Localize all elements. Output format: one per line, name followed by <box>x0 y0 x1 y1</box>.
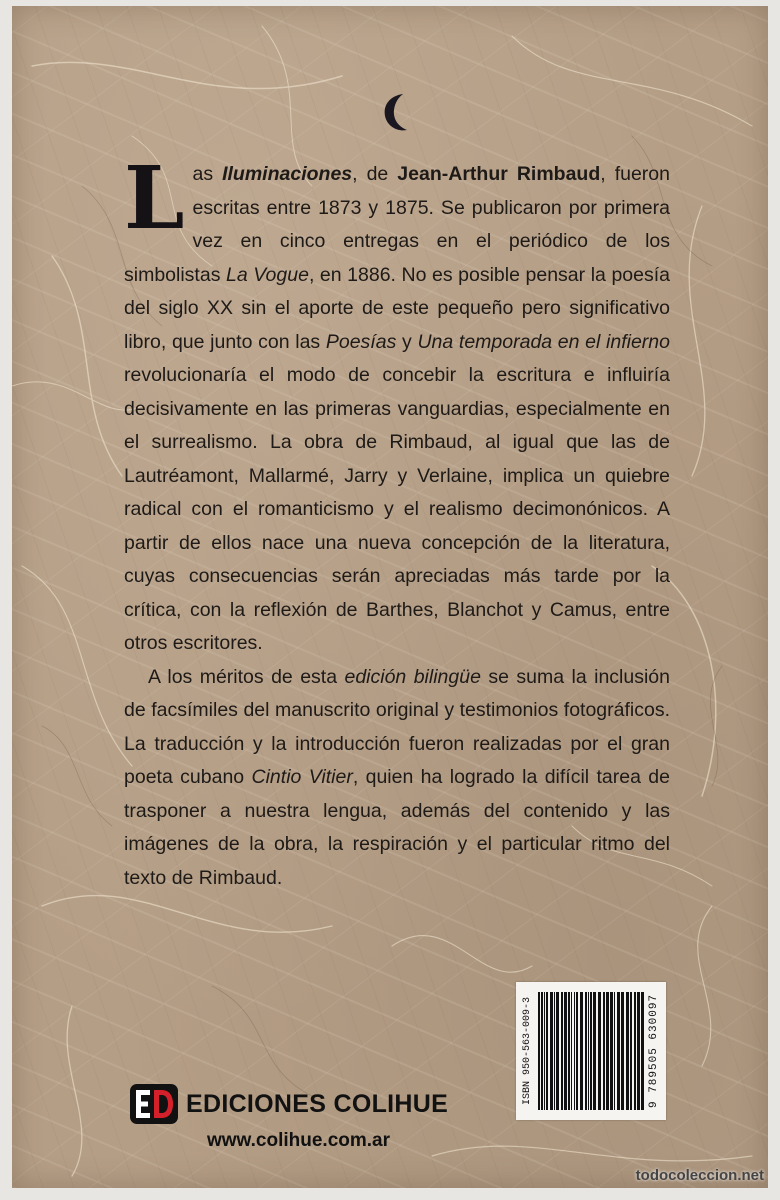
text-run: as <box>192 163 223 185</box>
book-title-iluminaciones: Iluminaciones <box>222 163 353 185</box>
ean-number: 9 789505 630097 <box>648 993 660 1109</box>
text-run: , en 1886. No es posible pensar la poesía del siglo XX sin el aporte de este pequeño pero significativo libro, que junto con las <box>124 263 670 353</box>
crescent-moon-icon <box>377 90 417 134</box>
periodical-name: La Vogue <box>226 263 309 286</box>
publisher-name: EDICIONES COLIHUE <box>186 1089 449 1118</box>
author-name: Jean-Arthur Rimbaud <box>397 163 601 185</box>
work-title-temporada: Una temporada en el infierno <box>417 330 670 353</box>
publisher-website[interactable]: www.colihue.com.ar <box>207 1130 391 1151</box>
synopsis-paragraph-1 <box>124 148 670 661</box>
text-run: , quien ha logrado la difícil tarea de trasponer a nuestra lengua, además del contenido y las imágenes de la obra, la respiración y el particular ritmo del texto de Rimbaud. <box>124 766 670 889</box>
work-title-poesias: Poesías <box>325 330 397 353</box>
synopsis-paragraph-2 <box>124 661 670 896</box>
barcode-bars <box>538 992 646 1110</box>
edition-type: edición bilingüe <box>344 665 481 688</box>
publisher-logo <box>130 1082 448 1126</box>
isbn-barcode <box>516 982 666 1120</box>
text-run: revolucionaría el modo de concebir la escritura e influiría decisivamente en las primeras vanguardias, especialmente en el surrealismo. La obra de Rimbaud, al igual que las de Lautréamont, Mallarmé, Jarry y Verlaine, implica un quiebre radical con el romanticismo y el realismo decimonónicos. A partir de ellos nace una nueva concepción de la literatura, cuyas consecuencias serán apreciadas más tarde por la crítica, con la reflexión de Barthes, Blanchot y Camus, entre otros escritores. <box>124 364 670 654</box>
text-run: y <box>396 330 418 353</box>
text-run: , fueron escritas entre 1873 y 1875. Se publicaron por primera vez en cinco entregas en el periódico de los simbolistas <box>124 163 670 286</box>
text-run: , de <box>352 163 398 185</box>
watermark-text: todocoleccion.net <box>635 1167 764 1184</box>
ed-logo-icon <box>130 1084 178 1124</box>
text-run: A los méritos de esta <box>148 665 345 688</box>
synopsis-text <box>124 148 670 895</box>
drop-cap: L <box>124 148 185 249</box>
isbn-number: ISBN 950-563-009-3 <box>522 996 533 1106</box>
text-run: se suma la inclusión de facsímiles del manuscrito original y testimonios fotográficos. La traducción y la introducción fueron realizadas por el gran poeta cubano <box>124 665 670 788</box>
translator-name: Cintio Vitier <box>251 766 353 788</box>
